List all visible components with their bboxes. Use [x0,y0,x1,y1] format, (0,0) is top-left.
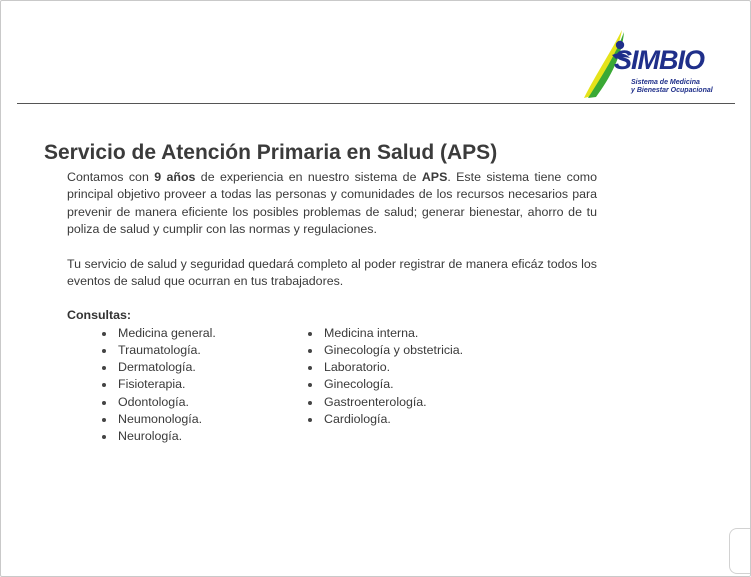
list-item-label: Medicina interna. [324,325,419,340]
logo-wordmark: SIMBIO [614,45,705,75]
list-item-label: Traumatología. [118,343,201,358]
list-item [102,325,216,342]
bullet-icon [308,401,312,405]
list-item [102,376,216,393]
list-item [308,394,463,411]
bullet-icon [102,383,106,387]
list-item [308,359,463,376]
logo-tagline-line2: y Bienestar Ocupacional [631,87,713,94]
list-item-label: Fisioterapia. [118,377,186,392]
bullet-icon [102,332,106,336]
service-paragraph: Tu servicio de salud y seguridad quedará completo al poder registrar de manera eficáz todos los eventos de salud que ocurran en tus trabajadores. [67,256,597,289]
consultas-list-right [308,325,463,428]
bullet-icon [308,418,312,422]
bullet-icon [308,349,312,353]
consultas-list-left [102,325,216,445]
bullet-icon [308,332,312,336]
bullet-icon [102,435,106,439]
list-item [308,376,463,393]
list-item-label: Neurología. [118,429,183,444]
list-item-label: Cardiología. [324,411,391,426]
list-item [102,394,216,411]
bullet-icon [102,366,106,370]
page-title: Servicio de Atención Primaria en Salud (APS) [44,141,498,164]
consultas-lists [67,325,597,455]
list-item [102,428,216,445]
bullet-icon [308,366,312,370]
list-item [102,411,216,428]
list-item [102,342,216,359]
intro-text-3: . Este sistema tiene como principal objetivo proveer a todas las personas y comunidades de los recursos necesarios para prevenir de manera eficiente los posibles problemas de salud; generar bienestar, ahorro de tu poliza de salud y cumplir con las normas y regulaciones. [67,170,597,237]
logo-tagline-line1: Sistema de Medicina [631,79,700,86]
list-item [308,411,463,428]
aps-highlight: APS [421,170,448,184]
intro-text-2: de experiencia en nuestro sistema de [195,170,422,184]
intro-paragraph [67,169,597,239]
years-highlight: 9 años [154,170,196,184]
main-content [67,169,597,455]
list-item-label: Neumonología. [118,411,203,426]
bullet-icon [102,418,106,422]
list-item-label: Ginecología. [324,377,394,392]
list-item-label: Odontología. [118,394,189,409]
list-item [308,342,463,359]
list-item [308,325,463,342]
bullet-icon [102,349,106,353]
intro-text-1: Contamos con [67,170,155,184]
bullet-icon [102,401,106,405]
simbio-logo [582,22,738,102]
list-item-label: Dermatología. [118,360,196,375]
header-divider [17,103,735,104]
consultas-label: Consultas: [67,308,132,323]
list-item-label: Medicina general. [118,325,216,340]
list-item [102,359,216,376]
list-item-label: Ginecología y obstetricia. [324,343,464,358]
bullet-icon [308,383,312,387]
list-item-label: Laboratorio. [324,360,391,375]
list-item-label: Gastroenterología. [324,394,427,409]
side-scroll-tab[interactable] [729,528,750,574]
